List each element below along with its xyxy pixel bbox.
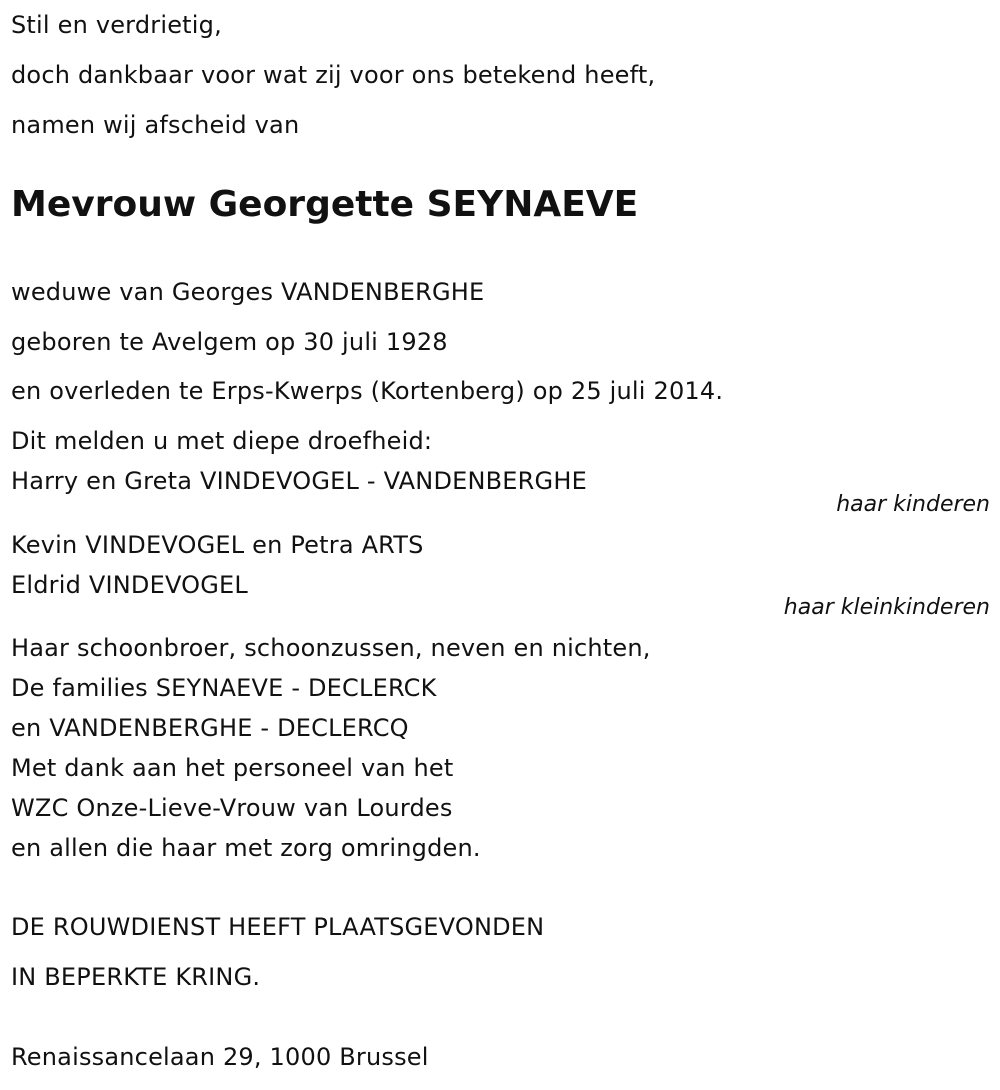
family-line-5: WZC Onze-Lieve-Vrouw van Lourdes (11, 794, 453, 822)
grandchildren-label: haar kleinkinderen (783, 595, 990, 620)
birth-line: geboren te Avelgem op 30 juli 1928 (11, 328, 448, 356)
family-line-1: Haar schoonbroer, schoonzussen, neven en nichten, (11, 634, 651, 662)
death-line: en overleden te Erps-Kwerps (Kortenberg) op 25 juli 2014. (11, 377, 724, 405)
address-line: Renaissancelaan 29, 1000 Brussel (11, 1043, 429, 1071)
service-line-2: IN BEPERKTE KRING. (11, 963, 261, 991)
announcement-line: Dit melden u met diepe droefheid: (11, 427, 433, 455)
service-line-1: DE ROUWDIENST HEEFT PLAATSGEVONDEN (11, 913, 545, 941)
intro-line-3: namen wij afscheid van (11, 111, 300, 139)
intro-line-1: Stil en verdrietig, (11, 11, 222, 39)
widow-of-line: weduwe van Georges VANDENBERGHE (11, 278, 485, 306)
children-label: haar kinderen (836, 492, 990, 517)
family-line-3: en VANDENBERGHE - DECLERCQ (11, 714, 409, 742)
grandchild-line-1: Kevin VINDEVOGEL en Petra ARTS (11, 531, 424, 559)
deceased-name: Mevrouw Georgette SEYNAEVE (11, 184, 639, 225)
intro-line-2: doch dankbaar voor wat zij voor ons betekend heeft, (11, 61, 656, 89)
family-line-2: De families SEYNAEVE - DECLERCK (11, 674, 437, 702)
grandchild-line-2: Eldrid VINDEVOGEL (11, 571, 248, 599)
family-line-6: en allen die haar met zorg omringden. (11, 834, 481, 862)
family-line-4: Met dank aan het personeel van het (11, 754, 454, 782)
children-names: Harry en Greta VINDEVOGEL - VANDENBERGHE (11, 467, 587, 495)
